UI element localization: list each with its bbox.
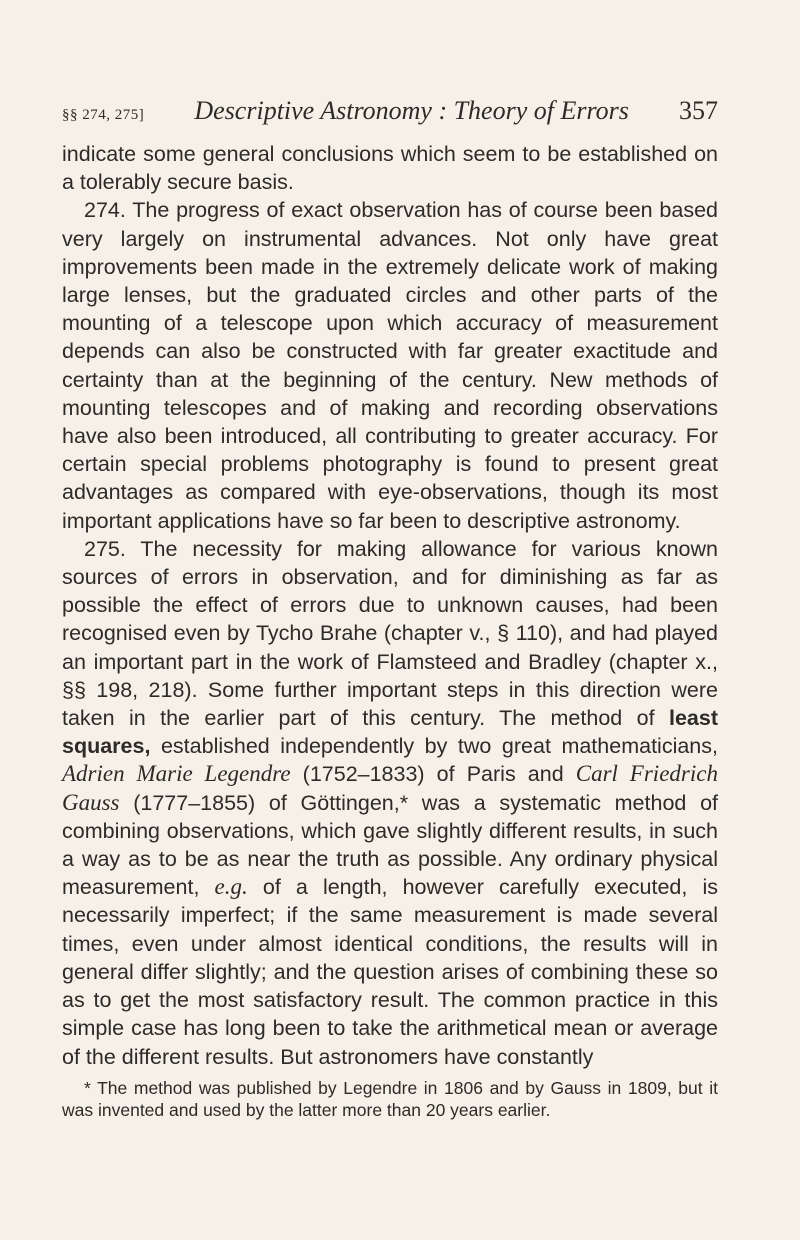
paragraph-275 (62, 535, 718, 1071)
p275-text-5: of a length, however carefully executed, is necessarily imperfect; if the same measurement is made several times, even under almost identical conditions, the results will in general differ slightly; and the question arises of combining these so as to get the most satisfactory result. The common practice in this simple case has long been to take the arithmetical mean or average of the different results. But astronomers have constantly (62, 875, 718, 1069)
p275-text-3: (1752–1833) of Paris and (302, 762, 564, 787)
least-squares-term: least squares, (62, 706, 718, 759)
running-header (62, 96, 718, 126)
eg-abbrev: e.g. (214, 874, 248, 900)
p275-text-2: established independently by two great mathematicians, (160, 734, 718, 759)
book-page (62, 96, 718, 1121)
gauss-name: Carl Friedrich Gauss (62, 761, 718, 815)
p275-text-1: 275. The necessity for making allowance for various known sources of errors in observation, and for diminishing as far as possible the effect of errors due to unknown causes, had been recognised even by Tycho Brahe (chapter v., § 110), and had played an important part in the work of Flamsteed and Bradley (chapter x., §§ 198, 218). Some further important steps in this direction were taken in the earlier part of this century. The method of (62, 536, 718, 731)
footnote: * The method was published by Legendre in 1806 and by Gauss in 1809, but it was invented and used by the latter more than 20 years earlier. (62, 1077, 718, 1120)
continued-paragraph: indicate some general conclusions which seem to be established on a tolerably secure basis. (62, 142, 718, 195)
p275-text-4: (1777–1855) of Göttingen,* was a systematic method of combining observations, which gave slightly different results, in such a way as to be as near the truth as possible. Any ordinary physical measurement, (62, 790, 718, 900)
running-title: Descriptive Astronomy : Theory of Errors (194, 96, 629, 125)
section-reference: §§ 274, 275] (62, 107, 145, 123)
legendre-name: Adrien Marie Legendre (62, 761, 291, 787)
paragraph-274: 274. The progress of exact observation has of course been based very largely on instrumental advances. Not only have great improvements been made in the extremely delicate work of making large lenses, but the graduated circles and other parts of the mounting of a telescope upon which accuracy of measurement depends can also be constructed with far greater exactitude and certainty than at the beginning of the century. New methods of mounting telescopes and of making and recording observations have also been introduced, all contributing to greater accuracy. For certain special problems photography is found to present great advantages as compared with eye-observations, though its most important applications have so far been to descriptive astronomy. (62, 198, 718, 533)
body-text (62, 140, 718, 1071)
page-number: 357 (679, 96, 718, 125)
